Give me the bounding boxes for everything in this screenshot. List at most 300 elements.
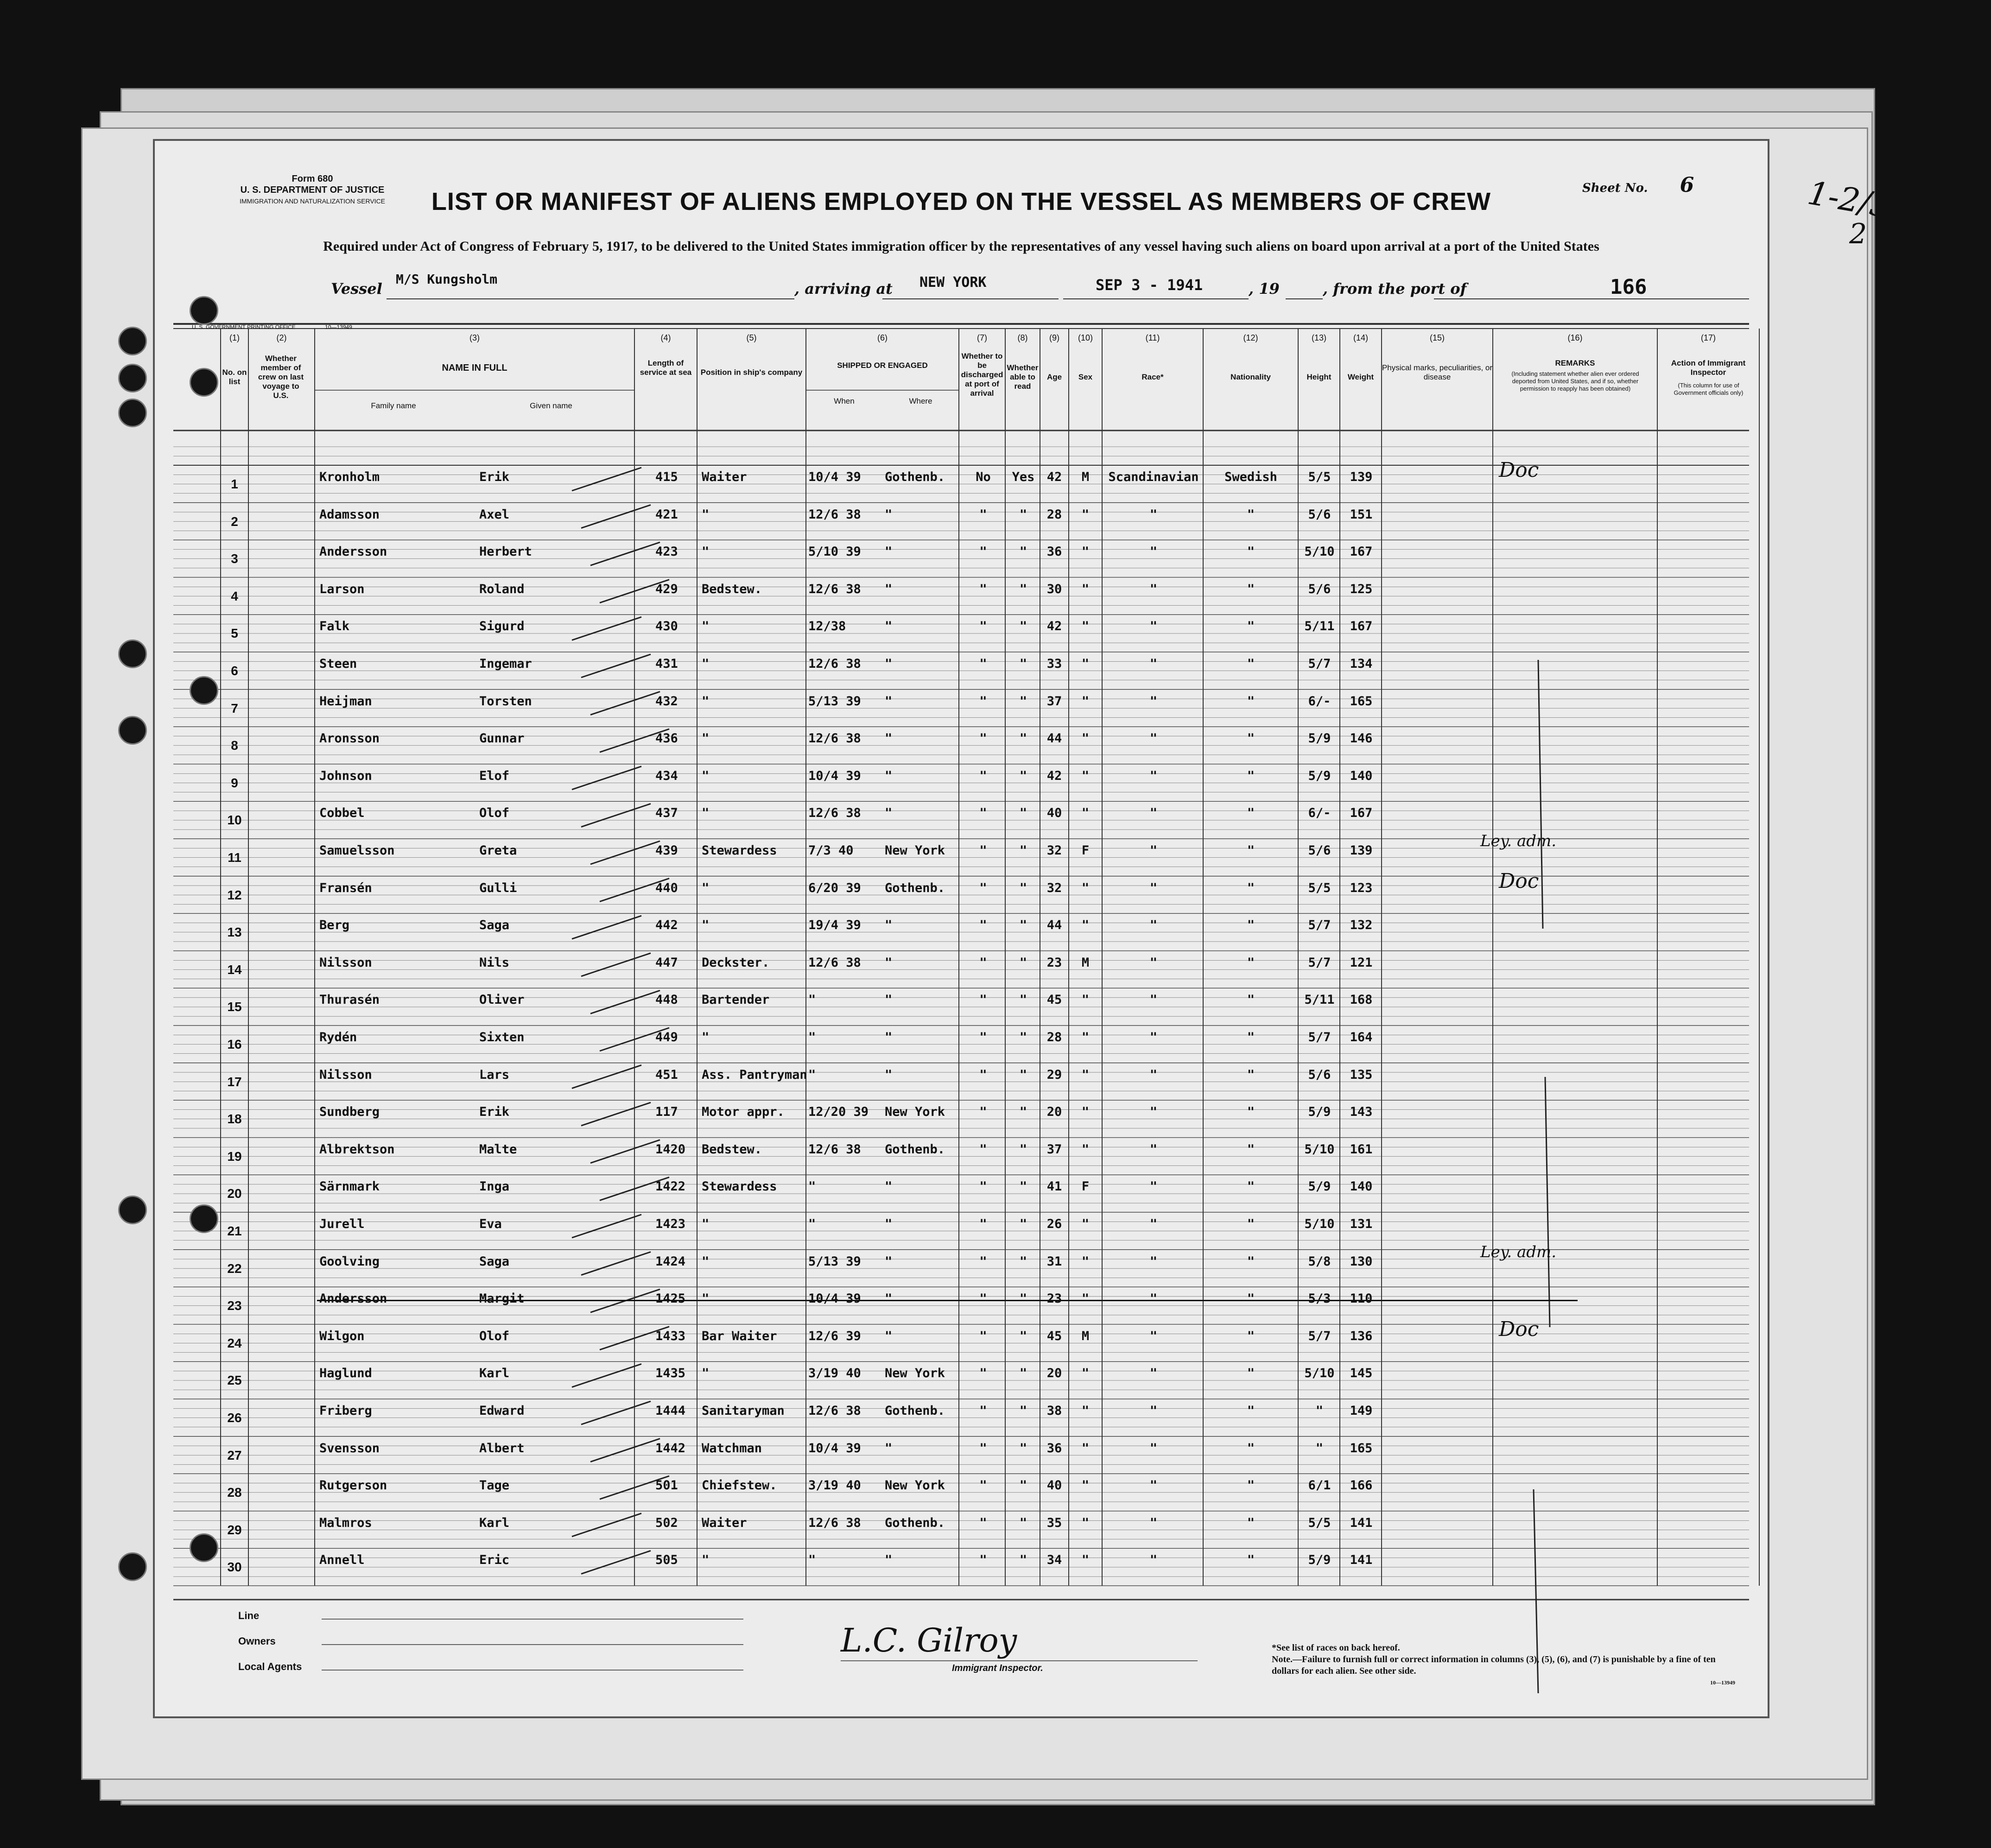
race-cell: " <box>1149 1291 1158 1306</box>
service-length-cell: 421 <box>655 507 678 522</box>
nationality-cell: " <box>1247 768 1255 783</box>
given-name-cell: Edward <box>479 1404 525 1418</box>
row-number: 1 <box>231 477 238 491</box>
nationality-cell: " <box>1247 1067 1255 1082</box>
column-number: (17) <box>1700 333 1716 342</box>
shipped-where-cell: Gothenb. <box>885 1515 945 1530</box>
service-length-cell: 449 <box>655 1030 678 1044</box>
position-cell: Motor appr. <box>702 1105 785 1120</box>
able-to-read-cell: " <box>1019 843 1027 858</box>
row-number: 21 <box>227 1224 242 1238</box>
weight-cell: 123 <box>1350 880 1373 895</box>
header-age: Age <box>1046 373 1062 381</box>
given-name-cell: Lars <box>479 1067 510 1082</box>
sex-cell: " <box>1081 1404 1090 1418</box>
binder-hole <box>118 1552 147 1581</box>
given-name-cell: Ingemar <box>479 657 532 671</box>
column-number: (6) <box>877 333 888 342</box>
service-length-cell: 434 <box>655 768 678 783</box>
shipped-when-cell: 19/4 39 <box>808 918 861 933</box>
weight-cell: 151 <box>1350 507 1373 522</box>
check-mark <box>572 1215 641 1238</box>
sex-cell: " <box>1081 880 1090 895</box>
binder-hole <box>118 1196 147 1224</box>
weight-cell: 139 <box>1350 843 1373 858</box>
sex-cell: " <box>1081 1366 1090 1381</box>
shipped-when-cell: 3/19 40 <box>808 1478 861 1493</box>
header-where: Where <box>909 397 932 405</box>
given-name-cell: Herbert <box>479 544 532 559</box>
height-cell: 5/6 <box>1308 1067 1331 1082</box>
shipped-where-cell: " <box>885 955 893 970</box>
service-length-cell: 451 <box>655 1067 678 1082</box>
height-cell: 5/7 <box>1308 955 1331 970</box>
age-cell: 23 <box>1046 955 1062 970</box>
service-length-cell: 1420 <box>655 1142 686 1157</box>
nationality-cell: " <box>1247 1478 1255 1493</box>
row-number: 10 <box>227 813 242 828</box>
date-stamp: SEP 3 - 1941 <box>1096 276 1203 294</box>
family-name-cell: Haglund <box>319 1366 372 1381</box>
family-name-cell: Nilsson <box>319 955 372 970</box>
nationality-cell: " <box>1247 1142 1255 1157</box>
shipped-where-cell: " <box>885 582 893 596</box>
discharged-cell: " <box>979 1478 987 1493</box>
discharged-cell: " <box>979 582 987 596</box>
nationality-cell: " <box>1247 1515 1255 1530</box>
column-number: (10) <box>1078 333 1093 342</box>
race-cell: " <box>1149 880 1158 895</box>
weight-cell: 168 <box>1350 993 1373 1007</box>
footer-owners-label: Owners <box>238 1635 276 1647</box>
nationality-cell: " <box>1247 731 1255 746</box>
binder-hole <box>118 716 147 745</box>
shipped-where-cell: New York <box>885 1478 945 1493</box>
printer: U. S. GOVERNMENT PRINTING OFFICE <box>192 324 296 330</box>
discharged-cell: " <box>979 1553 987 1568</box>
position-cell: Watchman <box>702 1441 762 1456</box>
given-name-cell: Gulli <box>479 880 517 895</box>
able-to-read-cell: " <box>1019 806 1027 821</box>
year-fill-line <box>1286 298 1323 299</box>
position-cell: " <box>702 731 710 746</box>
shipped-when-cell: 3/19 40 <box>808 1366 861 1381</box>
column-number: (8) <box>1017 333 1028 342</box>
height-cell: 5/8 <box>1308 1254 1331 1269</box>
sex-cell: " <box>1081 1067 1090 1082</box>
column-number: (12) <box>1243 333 1258 342</box>
position-cell: " <box>702 768 710 783</box>
binder-hole <box>190 296 218 325</box>
given-name-cell: Karl <box>479 1515 510 1530</box>
age-cell: 32 <box>1046 843 1062 858</box>
race-cell: " <box>1149 619 1158 634</box>
service-length-cell: 431 <box>655 657 678 671</box>
sex-cell: " <box>1081 507 1090 522</box>
printer-line <box>192 324 352 330</box>
family-name-cell: Rutgerson <box>319 1478 387 1493</box>
race-cell: " <box>1149 731 1158 746</box>
row-number: 4 <box>231 589 238 603</box>
column-number: (1) <box>229 333 240 342</box>
ditto-line <box>1545 1077 1550 1327</box>
column-number: (14) <box>1353 333 1368 342</box>
sex-cell: " <box>1081 993 1090 1007</box>
service-length-cell: 1425 <box>655 1291 686 1306</box>
weight-cell: 136 <box>1350 1329 1373 1343</box>
column-number: (5) <box>746 333 757 342</box>
height-cell: 5/5 <box>1308 880 1331 895</box>
race-cell: " <box>1149 1030 1158 1044</box>
shipped-where-cell: " <box>885 1291 893 1306</box>
nationality-cell: " <box>1247 507 1255 522</box>
sex-cell: M <box>1081 955 1090 970</box>
able-to-read-cell: " <box>1019 993 1027 1007</box>
height-cell: 5/5 <box>1308 1515 1331 1530</box>
race-cell: " <box>1149 1105 1158 1120</box>
service-length-cell: 448 <box>655 993 678 1007</box>
height-cell: 5/9 <box>1308 1179 1331 1194</box>
header-read: Whether able to read <box>1007 363 1039 391</box>
height-cell: 5/3 <box>1308 1291 1331 1306</box>
date-fill-line <box>1063 298 1249 299</box>
height-cell: 5/7 <box>1308 918 1331 933</box>
family-name-cell: Berg <box>319 918 350 933</box>
race-cell: " <box>1149 1478 1158 1493</box>
able-to-read-cell: " <box>1019 1254 1027 1269</box>
family-name-cell: Svensson <box>319 1441 380 1456</box>
service-length-cell: 1422 <box>655 1179 686 1194</box>
given-name-cell: Saga <box>479 918 510 933</box>
check-mark <box>572 766 641 790</box>
weight-cell: 167 <box>1350 544 1373 559</box>
row-number: 17 <box>227 1074 242 1089</box>
footer-notes <box>1272 1642 1735 1689</box>
header-weight: Weight <box>1347 373 1374 381</box>
able-to-read-cell: " <box>1019 694 1027 709</box>
age-cell: 42 <box>1046 619 1062 634</box>
service-length-cell: 429 <box>655 582 678 596</box>
able-to-read-cell: " <box>1019 1553 1027 1568</box>
discharged-cell: " <box>979 1105 987 1120</box>
row-number: 12 <box>227 887 242 902</box>
position-cell: Deckster. <box>702 955 770 970</box>
height-cell: 6/- <box>1308 806 1331 821</box>
row-number: 14 <box>227 962 242 977</box>
race-cell: " <box>1149 1441 1158 1456</box>
check-mark <box>572 468 641 491</box>
check-mark <box>572 1065 641 1089</box>
weight-cell: 135 <box>1350 1067 1373 1082</box>
given-name-cell: Eva <box>479 1217 502 1231</box>
row-number: 15 <box>227 1000 242 1014</box>
able-to-read-cell: " <box>1019 657 1027 671</box>
column-number: (4) <box>660 333 671 342</box>
weight-cell: 140 <box>1350 1179 1373 1194</box>
year-label: , 19 <box>1249 280 1280 297</box>
height-cell: 5/7 <box>1308 1030 1331 1044</box>
sex-cell: " <box>1081 1515 1090 1530</box>
check-mark <box>572 1513 641 1537</box>
discharged-cell: " <box>979 731 987 746</box>
family-name-cell: Johnson <box>319 768 372 783</box>
footer-agents-label: Local Agents <box>238 1661 302 1672</box>
row-number: 20 <box>227 1186 242 1201</box>
service-length-cell: 432 <box>655 694 678 709</box>
able-to-read-cell: " <box>1019 619 1027 634</box>
position-cell: Ass. Pantryman <box>702 1067 807 1082</box>
family-name-cell: Rydén <box>319 1030 357 1044</box>
row-number: 9 <box>231 775 238 790</box>
check-mark <box>581 1551 651 1574</box>
family-name-cell: Kronholm <box>319 470 380 484</box>
height-cell: " <box>1315 1404 1324 1418</box>
able-to-read-cell: " <box>1019 1329 1027 1343</box>
shipped-where-cell: " <box>885 993 893 1007</box>
able-to-read-cell: " <box>1019 1441 1027 1456</box>
print-code: 10—13949 <box>325 324 352 330</box>
given-name-cell: Albert <box>479 1441 525 1456</box>
binder-hole <box>190 368 218 397</box>
nationality-cell: " <box>1247 1217 1255 1231</box>
binder-hole <box>190 1533 218 1562</box>
height-cell: 5/7 <box>1308 1329 1331 1343</box>
shipped-when-cell: 12/6 38 <box>808 806 861 821</box>
column-number: (3) <box>469 333 480 342</box>
check-mark <box>572 916 641 939</box>
shipped-where-cell: New York <box>885 1366 945 1381</box>
sex-cell: " <box>1081 1553 1090 1568</box>
service-length-cell: 447 <box>655 955 678 970</box>
nationality-cell: " <box>1247 843 1255 858</box>
given-name-cell: Elof <box>479 768 510 783</box>
column-number: (15) <box>1429 333 1445 342</box>
age-cell: 36 <box>1046 544 1062 559</box>
weight-cell: 167 <box>1350 619 1373 634</box>
row-number: 11 <box>228 850 241 865</box>
header-service: Length of service at sea <box>640 359 692 377</box>
header-action: Action of Immigrant Inspector <box>1671 359 1746 377</box>
race-note: *See list of races on back hereof. <box>1272 1643 1400 1653</box>
discharged-cell: " <box>979 1217 987 1231</box>
remark-annotation: Doc <box>1499 1317 1539 1341</box>
shipped-when-cell: 5/13 39 <box>808 694 861 709</box>
race-cell: " <box>1149 1254 1158 1269</box>
family-name-cell: Steen <box>319 657 357 671</box>
weight-cell: 131 <box>1350 1217 1373 1231</box>
check-mark <box>581 1252 651 1275</box>
position-cell: " <box>702 544 710 559</box>
sex-cell: M <box>1081 1329 1090 1343</box>
able-to-read-cell: " <box>1019 880 1027 895</box>
sex-cell: " <box>1081 731 1090 746</box>
sex-cell: " <box>1081 1478 1090 1493</box>
sheet-label: Sheet No. <box>1582 181 1648 195</box>
discharged-cell: " <box>979 544 987 559</box>
family-name-cell: Samuelsson <box>319 843 395 858</box>
race-cell: " <box>1149 768 1158 783</box>
shipped-where-cell: " <box>885 657 893 671</box>
binder-hole <box>118 364 147 392</box>
shipped-where-cell: " <box>885 1217 893 1231</box>
race-cell: " <box>1149 1515 1158 1530</box>
nationality-cell: " <box>1247 1329 1255 1343</box>
position-cell: " <box>702 918 710 933</box>
able-to-read-cell: " <box>1019 507 1027 522</box>
position-cell: " <box>702 1366 710 1381</box>
height-cell: " <box>1315 1441 1324 1456</box>
nationality-cell: " <box>1247 619 1255 634</box>
family-name-cell: Andersson <box>319 1291 387 1306</box>
from-fill-line <box>1434 298 1749 299</box>
shipped-when-cell: 7/3 40 <box>808 843 854 858</box>
row-number: 18 <box>227 1112 242 1127</box>
sex-cell: " <box>1081 1291 1090 1306</box>
column-number: (9) <box>1049 333 1059 342</box>
discharged-cell: " <box>979 1441 987 1456</box>
shipped-when-cell: 12/6 38 <box>808 507 861 522</box>
shipped-when-cell: " <box>808 1067 816 1082</box>
given-name-cell: Sigurd <box>479 619 525 634</box>
shipped-where-cell: " <box>885 806 893 821</box>
shipped-when-cell: " <box>808 1217 816 1231</box>
given-name-cell: Olof <box>479 1329 510 1343</box>
given-name-cell: Torsten <box>479 694 532 709</box>
discharged-cell: " <box>979 918 987 933</box>
able-to-read-cell: " <box>1019 1404 1027 1418</box>
page-title: LIST OR MANIFEST OF ALIENS EMPLOYED ON THE VESSEL AS MEMBERS OF CREW <box>431 188 1491 215</box>
age-cell: 45 <box>1046 1329 1062 1343</box>
check-mark <box>581 654 651 677</box>
position-cell: " <box>702 1217 710 1231</box>
header-remarks: REMARKS <box>1555 359 1595 367</box>
sheet-value: 6 <box>1680 173 1694 197</box>
race-cell: " <box>1149 507 1158 522</box>
discharged-cell: " <box>979 806 987 821</box>
family-name-cell: Annell <box>319 1553 365 1568</box>
height-cell: 5/6 <box>1308 582 1331 596</box>
row-number: 16 <box>227 1037 242 1051</box>
family-name-cell: Nilsson <box>319 1067 372 1082</box>
service-length-cell: 1424 <box>655 1254 686 1269</box>
age-cell: 36 <box>1046 1441 1062 1456</box>
inspector-signature: L.C. Gilroy <box>841 1621 1017 1659</box>
position-cell: Waiter <box>702 1515 747 1530</box>
binder-hole <box>190 676 218 705</box>
position-cell: " <box>702 880 710 895</box>
row-number: 30 <box>227 1560 242 1575</box>
shipped-where-cell: " <box>885 1329 893 1343</box>
check-mark <box>590 692 660 715</box>
header-remarks-sub: (Including statement whether alien ever ordered deported from United States, and if so, whether permission to reapply has been obtained) <box>1511 370 1639 392</box>
weight-cell: 141 <box>1350 1553 1373 1568</box>
check-mark <box>590 841 660 864</box>
service-length-cell: 505 <box>655 1553 678 1568</box>
height-cell: 5/5 <box>1308 470 1331 484</box>
department: U. S. DEPARTMENT OF JUSTICE <box>240 185 385 195</box>
margin-mark: 2 <box>1849 218 1867 250</box>
family-name-cell: Fransén <box>319 880 372 895</box>
check-mark <box>581 804 651 827</box>
arriving-label: , arriving at <box>794 280 893 297</box>
shipped-when-cell: 5/10 39 <box>808 544 861 559</box>
shipped-when-cell: " <box>808 1553 816 1568</box>
height-cell: 5/10 <box>1304 1366 1335 1381</box>
age-cell: 37 <box>1046 1142 1062 1157</box>
height-cell: 5/6 <box>1308 507 1331 522</box>
given-name-cell: Greta <box>479 843 517 858</box>
shipped-where-cell: Gothenb. <box>885 880 945 895</box>
weight-cell: 139 <box>1350 470 1373 484</box>
service-length-cell: 1423 <box>655 1217 686 1231</box>
given-name-cell: Axel <box>479 507 510 522</box>
given-name-cell: Inga <box>479 1179 510 1194</box>
able-to-read-cell: " <box>1019 544 1027 559</box>
age-cell: 40 <box>1046 806 1062 821</box>
shipped-when-cell: 10/4 39 <box>808 1441 861 1456</box>
age-cell: 20 <box>1046 1105 1062 1120</box>
header-shipped: SHIPPED OR ENGAGED <box>837 361 928 370</box>
discharged-cell: " <box>979 657 987 671</box>
race-cell: " <box>1149 993 1158 1007</box>
position-cell: Bedstew. <box>702 582 762 596</box>
binder-hole <box>118 327 147 355</box>
given-name-cell: Karl <box>479 1366 510 1381</box>
sex-cell: " <box>1081 657 1090 671</box>
nationality-cell: " <box>1247 582 1255 596</box>
weight-cell: 110 <box>1350 1291 1373 1306</box>
service-length-cell: 1444 <box>655 1404 686 1418</box>
service-length-cell: 437 <box>655 806 678 821</box>
remark-annotation: Doc <box>1499 458 1539 482</box>
shipped-where-cell: Gothenb. <box>885 470 945 484</box>
weight-cell: 149 <box>1350 1404 1373 1418</box>
family-name-cell: Friberg <box>319 1404 372 1418</box>
sex-cell: " <box>1081 694 1090 709</box>
race-cell: " <box>1149 1366 1158 1381</box>
service-length-cell: 1442 <box>655 1441 686 1456</box>
shipped-where-cell: " <box>885 544 893 559</box>
given-name-cell: Saga <box>479 1254 510 1269</box>
given-name-cell: Gunnar <box>479 731 525 746</box>
shipped-where-cell: " <box>885 1067 893 1082</box>
given-name-cell: Roland <box>479 582 525 596</box>
discharged-cell: " <box>979 507 987 522</box>
row-number: 29 <box>227 1522 242 1537</box>
weight-cell: 164 <box>1350 1030 1373 1044</box>
sex-cell: M <box>1081 470 1090 484</box>
strike-through-line <box>317 1300 1578 1301</box>
sex-cell: " <box>1081 619 1090 634</box>
remark-annotation: Doc <box>1499 869 1539 893</box>
arriving-port: NEW YORK <box>919 274 987 291</box>
shipped-when-cell: 12/6 38 <box>808 731 861 746</box>
family-name-cell: Jurell <box>319 1217 365 1231</box>
age-cell: 35 <box>1046 1515 1062 1530</box>
given-name-cell: Erik <box>479 1105 510 1120</box>
header-race: Race* <box>1141 373 1164 381</box>
position-cell: Waiter <box>702 470 747 484</box>
position-cell: " <box>702 1291 710 1306</box>
given-name-cell: Sixten <box>479 1030 525 1044</box>
family-name-cell: Thurasén <box>319 993 380 1007</box>
age-cell: 45 <box>1046 993 1062 1007</box>
shipped-where-cell: " <box>885 1179 893 1194</box>
nationality-cell: Swedish <box>1224 470 1277 484</box>
service: IMMIGRATION AND NATURALIZATION SERVICE <box>240 197 385 205</box>
column-number: (7) <box>977 333 987 342</box>
age-cell: 23 <box>1046 1291 1062 1306</box>
